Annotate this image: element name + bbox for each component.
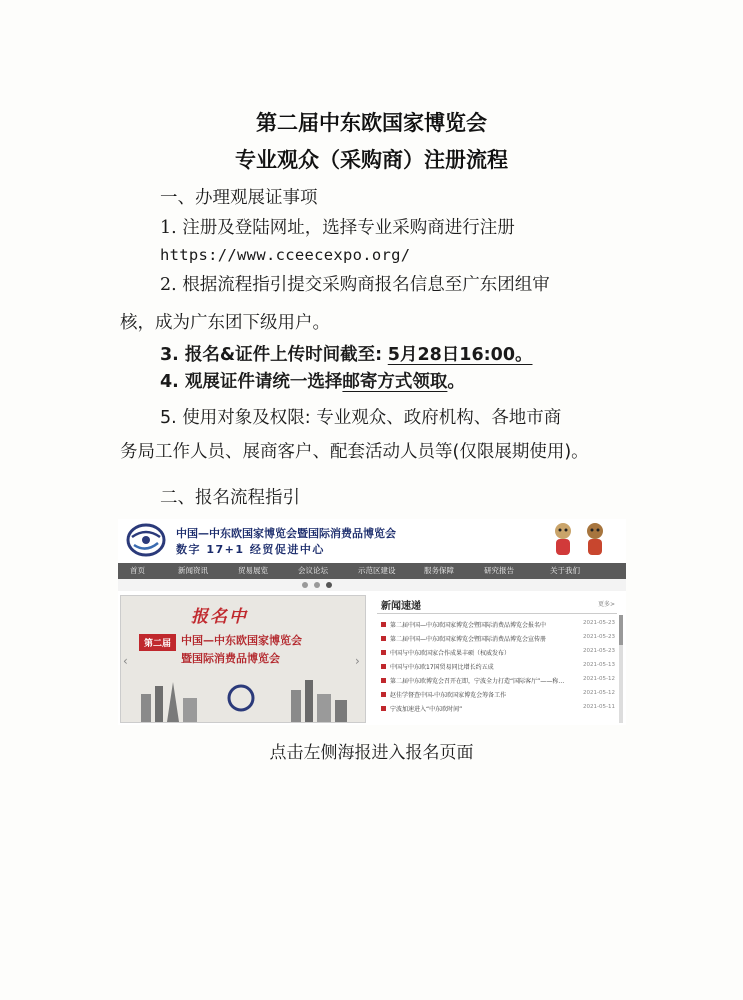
expo-logo-icon xyxy=(126,523,166,557)
nav-item-service[interactable]: 服务保障 xyxy=(424,566,454,575)
news-item-date: 2021-05-23 xyxy=(583,634,615,640)
website-screenshot xyxy=(118,519,626,725)
news-scrollbar[interactable] xyxy=(619,615,623,723)
news-item[interactable] xyxy=(381,647,617,658)
nav-item-home[interactable]: 首页 xyxy=(130,566,145,575)
document-title-line2: 专业观众（采购商）注册流程 xyxy=(235,148,508,172)
registration-poster[interactable] xyxy=(120,595,366,723)
news-bullet-icon xyxy=(381,706,386,711)
news-item-text: 中国与中东欧国家合作成果丰硕（权威发布） xyxy=(390,650,511,657)
news-item-date: 2021-05-23 xyxy=(583,620,615,626)
news-item-text: 宁波加速进入“中东欧时间” xyxy=(390,706,463,713)
step-1: 1. 注册及登陆网址，选择专业采购商进行注册 xyxy=(160,218,515,238)
poster-prev-icon[interactable]: ‹ xyxy=(123,654,128,668)
news-scrollbar-thumb[interactable] xyxy=(619,615,623,645)
step-3 xyxy=(160,343,533,367)
news-item[interactable] xyxy=(381,661,617,672)
news-item-date: 2021-05-23 xyxy=(583,648,615,654)
news-item[interactable] xyxy=(381,689,617,700)
registration-url[interactable]: https://www.cceecexpo.org/ xyxy=(160,246,411,264)
news-item-date: 2021-05-13 xyxy=(583,662,615,668)
news-bullet-icon xyxy=(381,636,386,641)
news-item[interactable] xyxy=(381,675,617,686)
site-header xyxy=(118,519,626,561)
news-item-date: 2021-05-12 xyxy=(583,676,615,682)
nav-item-about[interactable]: 关于我们 xyxy=(550,566,580,575)
mascot-icon-2 xyxy=(580,521,610,559)
city-skyline-icon xyxy=(121,672,365,722)
news-bullet-icon xyxy=(381,664,386,669)
news-item-text: 第二届中国—中东欧国家博览会暨国际消费品博览会宣传册 xyxy=(390,636,547,643)
news-item-date: 2021-05-11 xyxy=(583,704,615,710)
document-title-line1: 第二届中东欧国家博览会 xyxy=(256,111,487,135)
site-subname: 数字 17+1 经贸促进中心 xyxy=(176,543,325,556)
step-4-suffix: 。 xyxy=(447,372,465,392)
news-bullet-icon xyxy=(381,650,386,655)
carousel-dot[interactable] xyxy=(326,582,332,588)
poster-next-icon[interactable]: › xyxy=(355,654,360,668)
step-4-label: 4. 观展证件请统一选择 xyxy=(160,372,343,392)
carousel-indicator xyxy=(118,579,626,591)
nav-item-trade[interactable]: 贸易展览 xyxy=(238,566,268,575)
section-heading-2: 二、报名流程指引 xyxy=(160,488,300,508)
carousel-dot[interactable] xyxy=(314,582,320,588)
news-more-link[interactable]: 更多> xyxy=(597,601,615,608)
news-item[interactable] xyxy=(381,619,617,630)
step-4 xyxy=(160,370,465,394)
step-5-line2: 务局工作人员、展商客户、配套活动人员等(仅限展期使用)。 xyxy=(120,442,589,462)
news-item-text: 中国与中东欧17国贸易同比增长约五成 xyxy=(390,664,494,671)
poster-edition: 第二届 xyxy=(139,634,176,651)
nav-item-research[interactable]: 研究报告 xyxy=(484,566,514,575)
screenshot-caption: 点击左侧海报进入报名页面 xyxy=(269,743,474,763)
news-panel xyxy=(373,595,623,723)
step-2-line1: 2. 根据流程指引提交采购商报名信息至广东团组审 xyxy=(160,275,550,295)
carousel-dot[interactable] xyxy=(302,582,308,588)
news-bullet-icon xyxy=(381,678,386,683)
news-item-text: 赵佳学督查中国-中东欧国家博览会筹备工作 xyxy=(390,692,507,699)
nav-item-zone[interactable]: 示范区建设 xyxy=(358,566,396,575)
step-4-emphasis: 邮寄方式领取 xyxy=(342,372,448,392)
mascot-icon xyxy=(548,521,578,559)
poster-badge: 报名中 xyxy=(191,607,248,627)
step-3-deadline: 5月28日16:00。 xyxy=(387,345,533,365)
news-item[interactable] xyxy=(381,633,617,644)
nav-item-forum[interactable]: 会议论坛 xyxy=(298,566,328,575)
news-bullet-icon xyxy=(381,692,386,697)
poster-title: 中国—中东欧国家博览会 xyxy=(181,634,302,647)
news-item-text: 第二届中国—中东欧国家博览会暨国际消费品博览会报名中 xyxy=(390,622,547,629)
news-item-date: 2021-05-12 xyxy=(583,690,615,696)
site-nav xyxy=(118,563,626,579)
site-name: 中国—中东欧国家博览会暨国际消费品博览会 xyxy=(176,527,396,540)
nav-item-news[interactable]: 新闻资讯 xyxy=(178,566,208,575)
news-item[interactable] xyxy=(381,703,617,714)
news-heading: 新闻速递 xyxy=(381,601,421,612)
step-5-line1: 5. 使用对象及权限: 专业观众、政府机构、各地市商 xyxy=(160,408,562,428)
news-bullet-icon xyxy=(381,622,386,627)
news-item-text: 第二届中东欧博览会召开在即，宁波全力打造“国际客厅”——称… xyxy=(390,678,565,685)
step-2-line2: 核，成为广东团下级用户。 xyxy=(120,313,330,333)
poster-subtitle: 暨国际消费品博览会 xyxy=(181,652,280,665)
section-heading-1: 一、办理观展证事项 xyxy=(160,188,318,208)
step-3-label: 3. 报名&证件上传时间截至: xyxy=(160,345,383,365)
news-divider xyxy=(377,613,617,614)
